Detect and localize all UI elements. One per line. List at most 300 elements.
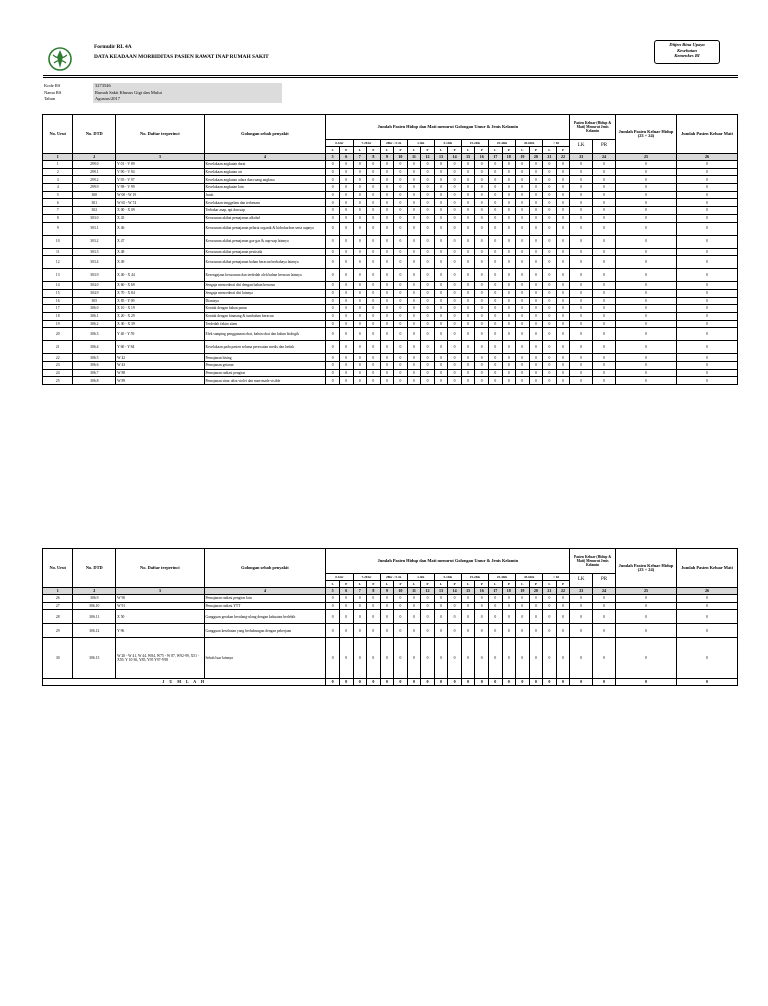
total-value: 0: [380, 679, 394, 686]
row-no-daftar: X 47: [116, 235, 204, 248]
age-group-header: 5-14th: [434, 140, 461, 147]
row-value: 0: [448, 176, 462, 184]
column-number: 23: [570, 154, 593, 161]
column-number: 1: [43, 588, 73, 595]
sex-header: P: [502, 147, 516, 154]
row-value: 0: [615, 638, 676, 679]
row-value: 0: [407, 595, 421, 603]
row-value: 0: [461, 256, 475, 269]
column-number: 26: [676, 154, 737, 161]
row-value: 0: [421, 191, 435, 199]
row-value: 0: [353, 602, 367, 610]
row-value: 0: [434, 214, 448, 222]
column-number: 18: [502, 154, 516, 161]
row-value: 0: [326, 184, 340, 192]
row-value: 0: [367, 595, 381, 603]
row-value: 0: [676, 199, 737, 207]
header-jumlah-group: Jumlah Pasien Hidup dan Mati menurut Golongan Umur & Jenis Kelamin: [326, 115, 570, 140]
row-value: 0: [502, 312, 516, 320]
row-value: 0: [543, 354, 557, 362]
row-value: 0: [394, 602, 408, 610]
row-value: 0: [380, 168, 394, 176]
row-no-urut: 25: [43, 377, 73, 385]
row-value: 0: [461, 184, 475, 192]
row-value: 0: [448, 610, 462, 624]
row-value: 0: [570, 328, 593, 341]
row-value: 0: [461, 176, 475, 184]
sex-header: P: [448, 581, 462, 588]
stamp-line: Ditjen Bina Upaya: [669, 42, 705, 47]
morbidity-table-page-2: [42, 548, 738, 686]
row-value: 0: [593, 214, 616, 222]
row-value: 0: [434, 610, 448, 624]
row-value: 0: [326, 235, 340, 248]
row-value: 0: [676, 328, 737, 341]
row-no-daftar: W 00 - W 19: [116, 191, 204, 199]
row-golongan: Pemajanan sinar ultra violet dan man-made visible: [204, 377, 326, 385]
row-value: 0: [488, 320, 502, 328]
row-value: 0: [434, 377, 448, 385]
row-value: 0: [339, 362, 353, 370]
row-value: 0: [353, 269, 367, 282]
column-number: 14: [448, 588, 462, 595]
row-value: 0: [529, 595, 543, 603]
header-jumlah-hidup: Jumlah Pasien Keluar Hidup (23 + 24): [615, 549, 676, 588]
row-value: 0: [543, 341, 557, 354]
row-value: 0: [543, 297, 557, 305]
row-no-dtd: 306.13: [73, 638, 116, 679]
row-no-urut: 19: [43, 320, 73, 328]
row-value: 0: [488, 191, 502, 199]
table-row: [43, 354, 738, 362]
row-value: 0: [543, 377, 557, 385]
row-value: 0: [570, 341, 593, 354]
row-value: 0: [488, 176, 502, 184]
row-value: 0: [488, 282, 502, 290]
row-no-urut: 3: [43, 176, 73, 184]
row-value: 0: [421, 235, 435, 248]
row-value: 0: [615, 256, 676, 269]
row-value: 0: [556, 214, 570, 222]
header-golongan: Golongan sebab penyakit: [204, 549, 326, 588]
row-value: 0: [380, 377, 394, 385]
table-row: [43, 377, 738, 385]
row-value: 0: [676, 341, 737, 354]
row-value: 0: [407, 235, 421, 248]
row-value: 0: [593, 610, 616, 624]
row-no-urut: 10: [43, 235, 73, 248]
row-value: 0: [570, 297, 593, 305]
total-value: 0: [461, 679, 475, 686]
row-no-urut: 12: [43, 256, 73, 269]
table-row: [43, 602, 738, 610]
row-value: 0: [615, 320, 676, 328]
row-value: 0: [421, 341, 435, 354]
row-value: 0: [326, 312, 340, 320]
row-value: 0: [326, 320, 340, 328]
column-number: 3: [116, 154, 204, 161]
row-value: 0: [570, 610, 593, 624]
row-value: 0: [407, 341, 421, 354]
row-value: 0: [475, 312, 489, 320]
row-no-dtd: 306.4: [73, 341, 116, 354]
row-value: 0: [475, 222, 489, 235]
row-value: 0: [326, 377, 340, 385]
row-value: 0: [615, 161, 676, 169]
row-value: 0: [367, 624, 381, 638]
age-group-header: 25-44th: [488, 574, 515, 581]
row-value: 0: [593, 256, 616, 269]
row-value: 0: [407, 184, 421, 192]
row-no-dtd: 303.1: [73, 222, 116, 235]
row-value: 0: [529, 624, 543, 638]
row-value: 0: [543, 320, 557, 328]
row-value: 0: [367, 191, 381, 199]
row-value: 0: [339, 207, 353, 215]
column-number: 19: [516, 588, 530, 595]
row-value: 0: [434, 176, 448, 184]
column-number: 15: [461, 154, 475, 161]
row-value: 0: [421, 369, 435, 377]
column-number: 20: [529, 588, 543, 595]
row-no-dtd: 303.9: [73, 269, 116, 282]
row-value: 0: [339, 369, 353, 377]
row-value: 0: [556, 256, 570, 269]
row-value: 0: [475, 235, 489, 248]
row-value: 0: [593, 354, 616, 362]
row-value: 0: [488, 602, 502, 610]
row-value: 0: [615, 610, 676, 624]
total-value: 0: [556, 679, 570, 686]
row-value: 0: [353, 328, 367, 341]
row-value: 0: [570, 312, 593, 320]
column-number: 22: [556, 154, 570, 161]
header-pr: PR: [593, 574, 616, 588]
row-value: 0: [529, 328, 543, 341]
row-value: 0: [367, 256, 381, 269]
table-row: [43, 289, 738, 297]
row-value: 0: [516, 354, 530, 362]
row-value: 0: [339, 624, 353, 638]
row-golongan: Pemajanan getaran: [204, 362, 326, 370]
row-value: 0: [475, 269, 489, 282]
column-number: 5: [326, 588, 340, 595]
row-value: 0: [367, 328, 381, 341]
row-value: 0: [339, 602, 353, 610]
row-value: 0: [434, 161, 448, 169]
row-value: 0: [488, 184, 502, 192]
row-value: 0: [615, 297, 676, 305]
row-value: 0: [461, 610, 475, 624]
age-group-header: 25-44th: [488, 140, 515, 147]
row-no-daftar: X 50: [116, 610, 204, 624]
column-number: 13: [434, 154, 448, 161]
form-title: Formulir RL 4A: [94, 44, 132, 50]
row-value: 0: [407, 624, 421, 638]
row-value: 0: [353, 191, 367, 199]
row-value: 0: [448, 312, 462, 320]
row-value: 0: [339, 297, 353, 305]
age-group-header: > 65: [543, 140, 570, 147]
row-value: 0: [367, 354, 381, 362]
row-value: 0: [488, 624, 502, 638]
row-value: 0: [448, 320, 462, 328]
row-value: 0: [434, 235, 448, 248]
row-value: 0: [367, 184, 381, 192]
row-value: 0: [676, 312, 737, 320]
row-value: 0: [516, 320, 530, 328]
row-value: 0: [367, 199, 381, 207]
row-value: 0: [502, 168, 516, 176]
row-value: 0: [543, 184, 557, 192]
header-no-urut: No. Urut: [43, 115, 73, 154]
row-value: 0: [556, 341, 570, 354]
row-value: 0: [394, 176, 408, 184]
row-golongan: Keracunan akibat pemajanan bahan beracun berbahaya lainnya: [204, 256, 326, 269]
row-no-daftar: X 20 - X 29: [116, 312, 204, 320]
row-value: 0: [407, 328, 421, 341]
table-row: [43, 595, 738, 603]
row-golongan: Kesengajaan keracunan dan terdedah oleh bahan beracun lainnya: [204, 269, 326, 282]
row-value: 0: [380, 214, 394, 222]
row-value: 0: [529, 369, 543, 377]
sex-header: P: [556, 581, 570, 588]
row-value: 0: [367, 602, 381, 610]
row-value: 0: [407, 256, 421, 269]
row-value: 0: [421, 214, 435, 222]
row-value: 0: [461, 320, 475, 328]
row-value: 0: [339, 214, 353, 222]
row-value: 0: [448, 602, 462, 610]
row-value: 0: [529, 199, 543, 207]
row-value: 0: [615, 289, 676, 297]
row-value: 0: [676, 235, 737, 248]
row-value: 0: [593, 207, 616, 215]
row-value: 0: [529, 256, 543, 269]
row-golongan: Kecelakaan angkutan lain: [204, 184, 326, 192]
row-value: 0: [353, 377, 367, 385]
sex-header: P: [475, 147, 489, 154]
row-value: 0: [475, 168, 489, 176]
row-value: 0: [326, 191, 340, 199]
row-value: 0: [461, 602, 475, 610]
ministry-stamp: [654, 40, 720, 64]
row-value: 0: [434, 184, 448, 192]
row-value: 0: [380, 191, 394, 199]
row-value: 0: [502, 222, 516, 235]
info-value: Rumah Sakit Khusus Gigi dan Mulut: [93, 90, 282, 97]
sex-header: P: [339, 147, 353, 154]
row-value: 0: [461, 595, 475, 603]
row-value: 0: [556, 207, 570, 215]
sex-header: L: [543, 581, 557, 588]
row-value: 0: [475, 297, 489, 305]
row-value: 0: [676, 222, 737, 235]
row-golongan: Kontak dengan binatang & tumbuhan beracun: [204, 312, 326, 320]
row-golongan: Kecelakaan angkutan udara dan ruang angkasa: [204, 176, 326, 184]
row-no-daftar: Y 96: [116, 624, 204, 638]
row-no-dtd: 303.2: [73, 235, 116, 248]
row-value: 0: [367, 248, 381, 256]
row-value: 0: [593, 297, 616, 305]
row-value: 0: [434, 305, 448, 313]
row-value: 0: [593, 320, 616, 328]
row-value: 0: [488, 312, 502, 320]
row-value: 0: [380, 369, 394, 377]
row-value: 0: [556, 269, 570, 282]
header-golongan: Golongan sebab penyakit: [204, 115, 326, 154]
row-value: 0: [570, 269, 593, 282]
row-value: 0: [516, 341, 530, 354]
total-value: 0: [529, 679, 543, 686]
row-no-daftar: X 48: [116, 248, 204, 256]
row-value: 0: [448, 354, 462, 362]
row-value: 0: [421, 624, 435, 638]
row-value: 0: [475, 602, 489, 610]
row-value: 0: [676, 207, 737, 215]
row-value: 0: [394, 297, 408, 305]
row-value: 0: [556, 199, 570, 207]
row-value: 0: [593, 161, 616, 169]
row-value: 0: [367, 269, 381, 282]
row-value: 0: [516, 595, 530, 603]
row-value: 0: [353, 222, 367, 235]
header-lk: LK: [570, 140, 593, 154]
row-value: 0: [593, 595, 616, 603]
row-value: 0: [380, 595, 394, 603]
row-value: 0: [380, 269, 394, 282]
row-value: 0: [407, 191, 421, 199]
row-value: 0: [502, 328, 516, 341]
row-value: 0: [529, 222, 543, 235]
row-value: 0: [502, 269, 516, 282]
row-value: 0: [380, 222, 394, 235]
row-value: 0: [407, 610, 421, 624]
row-value: 0: [461, 269, 475, 282]
table-row: [43, 207, 738, 215]
column-number: 4: [204, 588, 326, 595]
row-no-urut: 22: [43, 354, 73, 362]
row-value: 0: [488, 222, 502, 235]
column-number: 9: [380, 154, 394, 161]
row-value: 0: [529, 602, 543, 610]
row-value: 0: [461, 248, 475, 256]
row-value: 0: [543, 222, 557, 235]
row-value: 0: [394, 638, 408, 679]
row-value: 0: [502, 199, 516, 207]
column-number: 8: [367, 154, 381, 161]
row-value: 0: [543, 176, 557, 184]
row-value: 0: [502, 235, 516, 248]
row-no-daftar: V 01 - V 09: [116, 161, 204, 169]
row-value: 0: [516, 602, 530, 610]
header-jumlah-group: Jumlah Pasien Hidup dan Mati menurut Golongan Umur & Jenis Kelamin: [326, 549, 570, 574]
column-number: 11: [407, 154, 421, 161]
row-value: 0: [488, 289, 502, 297]
row-value: 0: [394, 312, 408, 320]
row-no-daftar: V 98 - V 99: [116, 184, 204, 192]
row-value: 0: [516, 312, 530, 320]
row-value: 0: [326, 269, 340, 282]
row-value: 0: [461, 305, 475, 313]
row-value: 0: [461, 297, 475, 305]
row-value: 0: [615, 269, 676, 282]
row-value: 0: [475, 610, 489, 624]
row-no-urut: 14: [43, 282, 73, 290]
row-value: 0: [461, 341, 475, 354]
row-no-urut: 11: [43, 248, 73, 256]
total-value: 0: [448, 679, 462, 686]
row-value: 0: [448, 282, 462, 290]
sex-header: P: [339, 581, 353, 588]
row-value: 0: [448, 248, 462, 256]
row-value: 0: [448, 369, 462, 377]
row-value: 0: [434, 269, 448, 282]
row-value: 0: [448, 222, 462, 235]
row-value: 0: [615, 305, 676, 313]
row-value: 0: [339, 184, 353, 192]
total-value: 0: [367, 679, 381, 686]
row-value: 0: [529, 207, 543, 215]
row-value: 0: [475, 199, 489, 207]
row-value: 0: [593, 341, 616, 354]
row-value: 0: [516, 377, 530, 385]
row-value: 0: [407, 161, 421, 169]
row-value: 0: [529, 320, 543, 328]
column-number: 7: [353, 588, 367, 595]
row-value: 0: [475, 328, 489, 341]
row-value: 0: [615, 624, 676, 638]
column-number: 23: [570, 588, 593, 595]
sex-header: L: [543, 147, 557, 154]
row-value: 0: [448, 341, 462, 354]
row-value: 0: [502, 297, 516, 305]
row-no-dtd: 306.0: [73, 305, 116, 313]
row-value: 0: [326, 214, 340, 222]
row-no-dtd: 301: [73, 199, 116, 207]
header-divider: [43, 75, 738, 76]
row-value: 0: [461, 354, 475, 362]
row-value: 0: [502, 176, 516, 184]
row-no-daftar: V 90 - V 94: [116, 168, 204, 176]
row-value: 0: [407, 320, 421, 328]
row-value: 0: [529, 235, 543, 248]
row-value: 0: [367, 638, 381, 679]
sex-header: L: [434, 147, 448, 154]
row-value: 0: [394, 282, 408, 290]
row-value: 0: [380, 305, 394, 313]
row-value: 0: [593, 638, 616, 679]
row-value: 0: [353, 369, 367, 377]
row-no-dtd: 299.2: [73, 176, 116, 184]
row-value: 0: [339, 312, 353, 320]
row-value: 0: [353, 168, 367, 176]
row-value: 0: [326, 248, 340, 256]
row-value: 0: [380, 610, 394, 624]
row-no-daftar: X 00 - X 09: [116, 207, 204, 215]
row-value: 0: [380, 362, 394, 370]
row-golongan: Pemajanan radiasi pengion lain: [204, 595, 326, 603]
row-value: 0: [326, 328, 340, 341]
row-value: 0: [488, 297, 502, 305]
row-value: 0: [326, 207, 340, 215]
total-value: 0: [339, 679, 353, 686]
column-number: 22: [556, 588, 570, 595]
row-value: 0: [475, 377, 489, 385]
row-value: 0: [421, 248, 435, 256]
row-no-daftar: X 10 - X 19: [116, 305, 204, 313]
document-title: DATA KEADAAN MORBIDITAS PASIEN RAWAT INAP RUMAH SAKIT: [94, 54, 269, 60]
